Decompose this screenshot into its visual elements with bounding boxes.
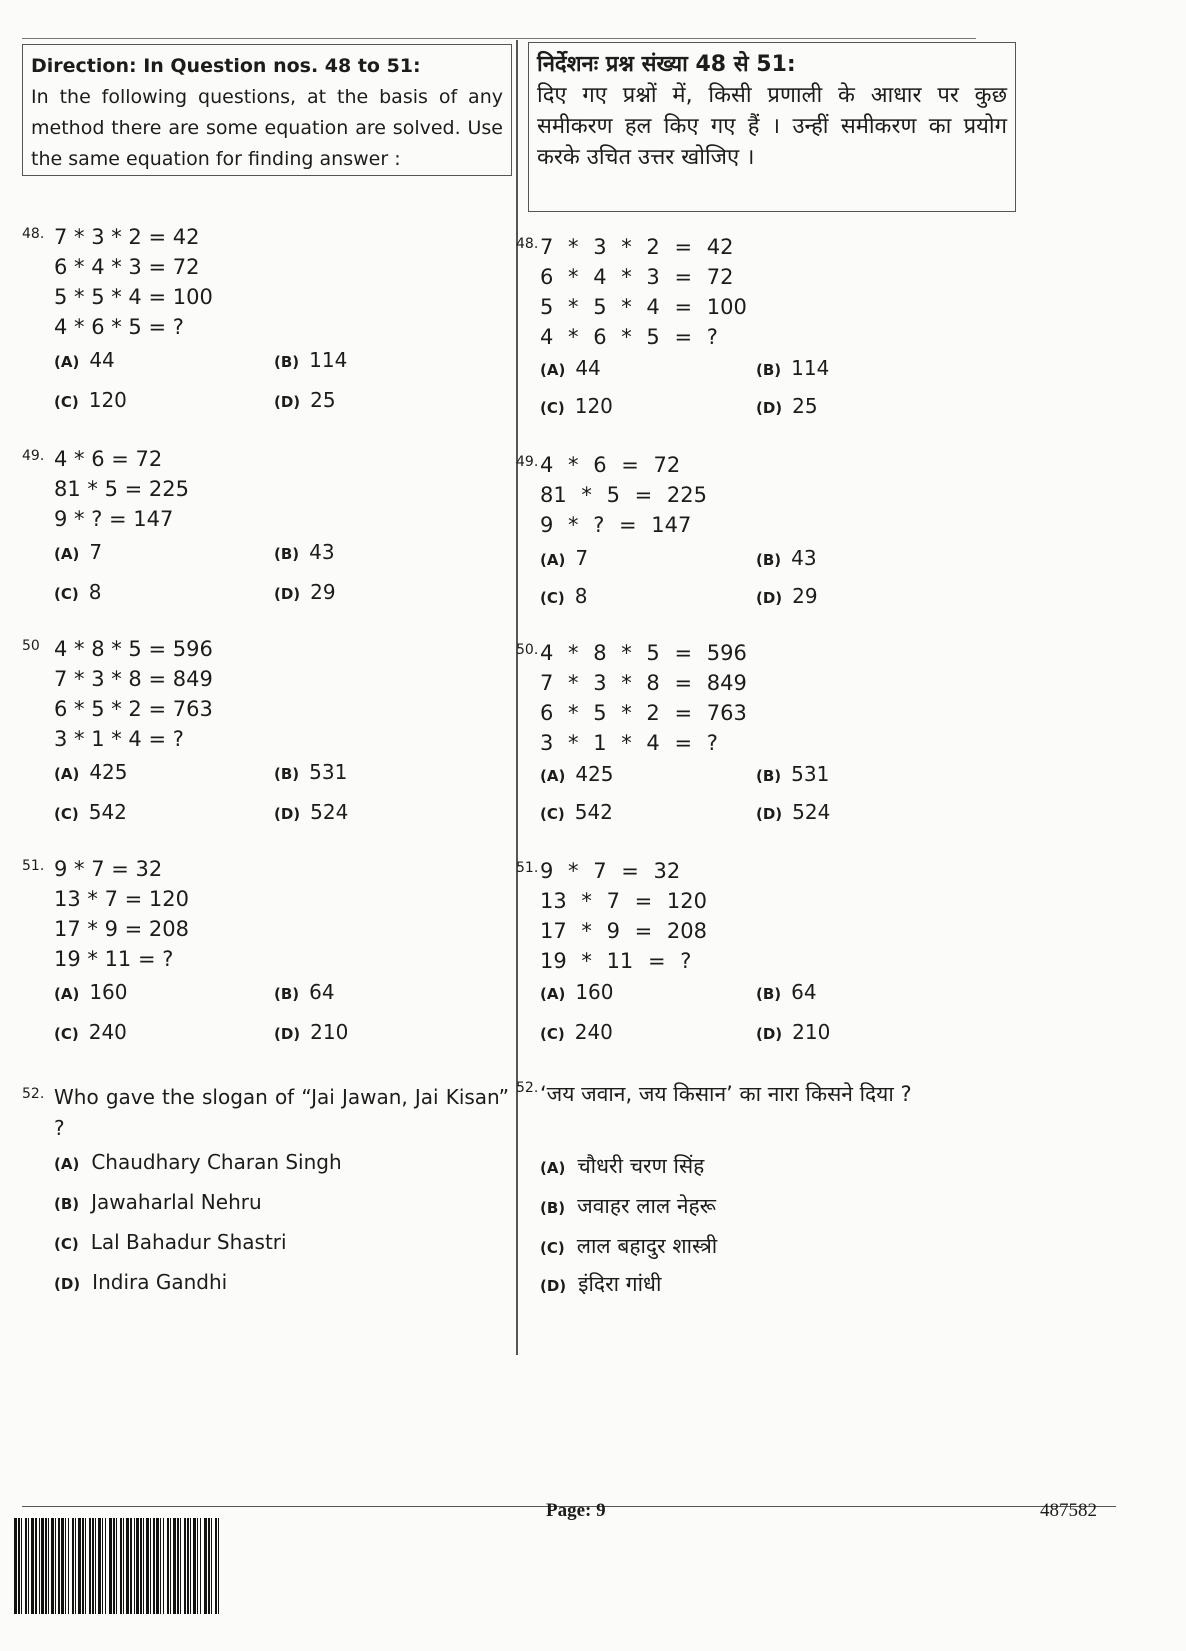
equation-line: 6 * 5 * 2 = 763 xyxy=(54,697,213,721)
option-label: (C) xyxy=(54,585,79,603)
direction-title: Direction: In Question nos. 48 to 51: xyxy=(31,55,421,77)
equation-line: 3 * 1 * 4 = ? xyxy=(540,731,718,755)
option-c[interactable] xyxy=(54,1020,127,1044)
question-number: 51. xyxy=(22,858,45,874)
option-d[interactable] xyxy=(756,800,830,824)
option-label: (B) xyxy=(54,1195,80,1213)
question-text: ‘जय जवान, जय किसान’ का नारा किसने दिया ? xyxy=(540,1082,912,1106)
option-label: (A) xyxy=(540,361,566,379)
option-d[interactable] xyxy=(274,388,336,412)
option-value: 25 xyxy=(792,394,818,418)
option-a[interactable] xyxy=(54,540,102,564)
question-number: 51. xyxy=(516,860,539,876)
equation-line: 9 * 7 = 32 xyxy=(54,857,163,881)
option-label: (D) xyxy=(274,393,301,411)
equation-line: 17 * 9 = 208 xyxy=(540,919,707,943)
document-number: 487582 xyxy=(1040,1500,1097,1521)
option-value: 120 xyxy=(574,394,613,418)
option-value: 425 xyxy=(89,760,128,784)
option-value: 210 xyxy=(792,1020,831,1044)
option-value: 531 xyxy=(791,762,830,786)
equation-line: 4 * 8 * 5 = 596 xyxy=(54,637,213,661)
equation-line: 4 * 6 * 5 = ? xyxy=(540,325,718,349)
option-label: (C) xyxy=(54,805,79,823)
page-number: Page: 9 xyxy=(546,1500,606,1521)
option-value: 7 xyxy=(575,546,589,570)
equation-line: 3 * 1 * 4 = ? xyxy=(54,727,184,751)
option-value: चौधरी चरण सिंह xyxy=(577,1154,705,1178)
option-label: (A) xyxy=(54,545,80,563)
equation-line: 9 * 7 = 32 xyxy=(540,859,681,883)
option-label: (A) xyxy=(54,985,80,1003)
option-value: 64 xyxy=(791,980,817,1004)
question-number: 48. xyxy=(22,226,45,242)
option-label: (B) xyxy=(756,985,782,1003)
option-label: (C) xyxy=(540,805,565,823)
option-c[interactable] xyxy=(54,388,127,412)
option-d[interactable] xyxy=(274,580,336,604)
option-value: 240 xyxy=(574,1020,613,1044)
option-c[interactable] xyxy=(540,1020,613,1044)
top-rule xyxy=(22,38,976,39)
option-label: (C) xyxy=(540,589,565,607)
question-number: 50. xyxy=(516,642,539,658)
equation-line: 81 * 5 = 225 xyxy=(54,477,189,501)
option-label: (C) xyxy=(54,1025,79,1043)
option-label: (D) xyxy=(756,1025,783,1043)
question-number: 50 xyxy=(22,638,40,654)
option-label: (B) xyxy=(274,545,300,563)
option-b[interactable] xyxy=(274,540,335,564)
option-label: (D) xyxy=(54,1275,81,1293)
option-value: 120 xyxy=(88,388,127,412)
equation-line: 9 * ? = 147 xyxy=(54,507,174,531)
option-label: (C) xyxy=(540,399,565,417)
option-value: Chaudhary Charan Singh xyxy=(91,1150,342,1174)
equation-line: 6 * 4 * 3 = 72 xyxy=(54,255,200,279)
option-a[interactable] xyxy=(540,546,588,570)
direction-text: दिए गए प्रश्नों में, किसी प्रणाली के आधार पर कुछ समीकरण हल किए गए हैं । उन्हीं समीकरण का प्रयोग करके उचित उत्तर खोजिए । xyxy=(537,83,1007,170)
option-value: 542 xyxy=(88,800,127,824)
equation-line: 6 * 5 * 2 = 763 xyxy=(540,701,747,725)
option-value: इंदिरा गांधी xyxy=(578,1272,662,1296)
option-b[interactable] xyxy=(274,348,347,372)
question-number: 49. xyxy=(516,454,539,470)
option-d[interactable] xyxy=(540,1270,661,1298)
question-number: 48. xyxy=(516,236,539,252)
option-value: 7 xyxy=(89,540,103,564)
option-value: 29 xyxy=(310,580,336,604)
option-label: (A) xyxy=(540,985,566,1003)
direction-text: In the following questions, at the basis of any method there are some equation are solved. Use the same equation for finding answer : xyxy=(31,86,503,170)
option-label: (C) xyxy=(540,1025,565,1043)
option-label: (A) xyxy=(540,551,566,569)
option-b[interactable] xyxy=(274,980,335,1004)
equation-line: 13 * 7 = 120 xyxy=(540,889,707,913)
equation-line: 7 * 3 * 8 = 849 xyxy=(540,671,747,695)
option-d[interactable] xyxy=(274,800,348,824)
equation-line: 13 * 7 = 120 xyxy=(54,887,189,911)
equation-line: 19 * 11 = ? xyxy=(540,949,692,973)
equation-line: 17 * 9 = 208 xyxy=(54,917,189,941)
option-d[interactable] xyxy=(274,1020,348,1044)
direction-title: निर्देशनः प्रश्न संख्या 48 से 51: xyxy=(537,52,796,77)
option-d[interactable] xyxy=(756,584,818,608)
option-value: 43 xyxy=(791,546,817,570)
option-b[interactable] xyxy=(540,1192,716,1220)
option-value: 44 xyxy=(575,356,601,380)
equation-line: 7 * 3 * 2 = 42 xyxy=(54,225,200,249)
option-label: (B) xyxy=(274,985,300,1003)
question-number: 49. xyxy=(22,448,45,464)
option-label: (D) xyxy=(540,1277,567,1295)
equation-line: 6 * 4 * 3 = 72 xyxy=(540,265,734,289)
option-b[interactable] xyxy=(756,546,817,570)
option-c[interactable] xyxy=(540,584,587,608)
option-b[interactable] xyxy=(274,760,347,784)
option-value: 44 xyxy=(89,348,115,372)
equation-line: 7 * 3 * 8 = 849 xyxy=(54,667,213,691)
option-label: (D) xyxy=(274,585,301,603)
option-a[interactable] xyxy=(54,1150,342,1174)
option-label: (B) xyxy=(756,361,782,379)
option-b[interactable] xyxy=(756,980,817,1004)
option-a[interactable] xyxy=(54,760,128,784)
option-a[interactable] xyxy=(54,980,128,1004)
option-value: 531 xyxy=(309,760,348,784)
equation-line: 4 * 8 * 5 = 596 xyxy=(540,641,747,665)
option-value: 542 xyxy=(574,800,613,824)
option-b[interactable] xyxy=(756,356,829,380)
equation-line: 5 * 5 * 4 = 100 xyxy=(54,285,213,309)
option-value: 425 xyxy=(575,762,614,786)
option-d[interactable] xyxy=(756,1020,830,1044)
option-label: (B) xyxy=(756,551,782,569)
option-label: (C) xyxy=(54,393,79,411)
option-a[interactable] xyxy=(540,1152,704,1180)
option-b[interactable] xyxy=(54,1190,262,1214)
option-value: 114 xyxy=(309,348,348,372)
option-a[interactable] xyxy=(540,762,614,786)
option-c[interactable] xyxy=(540,1232,717,1260)
equation-line: 4 * 6 * 5 = ? xyxy=(54,315,184,339)
option-value: Indira Gandhi xyxy=(92,1270,228,1294)
option-value: 29 xyxy=(792,584,818,608)
option-label: (D) xyxy=(274,1025,301,1043)
option-label: (A) xyxy=(540,767,566,785)
option-value: 43 xyxy=(309,540,335,564)
option-c[interactable] xyxy=(54,1230,287,1254)
option-value: 524 xyxy=(792,800,831,824)
option-value: 240 xyxy=(88,1020,127,1044)
option-label: (A) xyxy=(54,765,80,783)
option-value: 210 xyxy=(310,1020,349,1044)
option-c[interactable] xyxy=(54,580,101,604)
option-value: 64 xyxy=(309,980,335,1004)
equation-line: 9 * ? = 147 xyxy=(540,513,692,537)
option-value: 8 xyxy=(88,580,102,604)
equation-line: 4 * 6 = 72 xyxy=(54,447,163,471)
question-text: Who gave the slogan of “Jai Jawan, Jai Kisan” ? xyxy=(54,1085,509,1140)
option-label: (C) xyxy=(54,1235,79,1253)
option-value: 8 xyxy=(574,584,588,608)
option-label: (A) xyxy=(540,1159,566,1177)
option-a[interactable] xyxy=(540,980,614,1004)
option-value: 114 xyxy=(791,356,830,380)
option-value: 160 xyxy=(575,980,614,1004)
option-value: 25 xyxy=(310,388,336,412)
option-c[interactable] xyxy=(540,800,613,824)
equation-line: 19 * 11 = ? xyxy=(54,947,174,971)
option-c[interactable] xyxy=(54,800,127,824)
option-a[interactable] xyxy=(54,348,115,372)
option-label: (A) xyxy=(54,1155,80,1173)
equation-line: 4 * 6 = 72 xyxy=(540,453,681,477)
direction-box-english xyxy=(22,44,512,176)
option-value: Jawaharlal Nehru xyxy=(91,1190,262,1214)
direction-box-hindi xyxy=(528,42,1016,212)
option-label: (B) xyxy=(274,353,300,371)
option-b[interactable] xyxy=(756,762,829,786)
option-label: (C) xyxy=(540,1239,565,1257)
option-label: (B) xyxy=(540,1199,566,1217)
option-label: (D) xyxy=(274,805,301,823)
option-value: जवाहर लाल नेहरू xyxy=(577,1194,716,1218)
equation-line: 81 * 5 = 225 xyxy=(540,483,707,507)
option-c[interactable] xyxy=(540,394,613,418)
option-value: 524 xyxy=(310,800,349,824)
option-label: (D) xyxy=(756,805,783,823)
question-number: 52. xyxy=(22,1086,45,1102)
equation-line: 7 * 3 * 2 = 42 xyxy=(540,235,734,259)
option-label: (D) xyxy=(756,589,783,607)
option-value: Lal Bahadur Shastri xyxy=(90,1230,287,1254)
question-number: 52. xyxy=(516,1080,539,1096)
barcode-image xyxy=(14,1518,220,1614)
option-label: (A) xyxy=(54,353,80,371)
equation-line: 5 * 5 * 4 = 100 xyxy=(540,295,747,319)
option-value: 160 xyxy=(89,980,128,1004)
option-d[interactable] xyxy=(756,394,818,418)
option-label: (B) xyxy=(274,765,300,783)
option-d[interactable] xyxy=(54,1270,227,1294)
option-label: (D) xyxy=(756,399,783,417)
option-a[interactable] xyxy=(540,356,601,380)
option-label: (B) xyxy=(756,767,782,785)
option-value: लाल बहादुर शास्त्री xyxy=(576,1234,718,1258)
